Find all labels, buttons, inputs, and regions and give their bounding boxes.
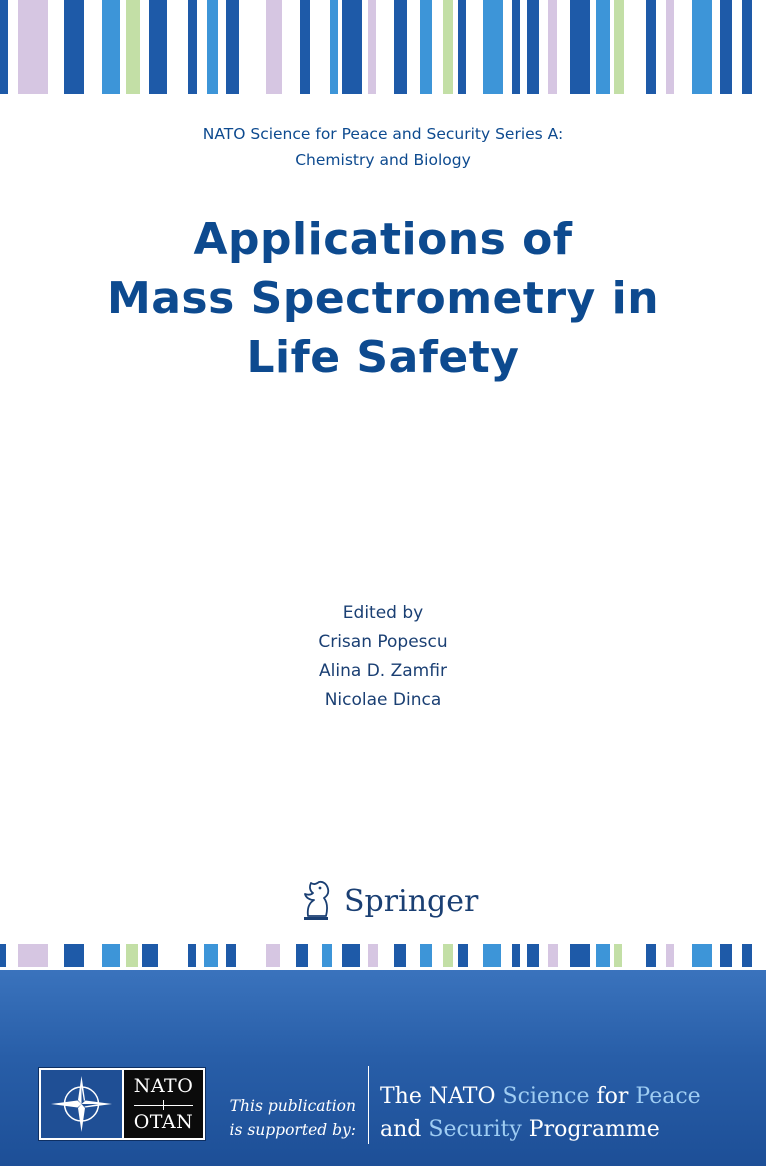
stripe xyxy=(548,944,558,967)
footer-band xyxy=(0,970,766,1166)
title-line-3: Life Safety xyxy=(246,332,520,383)
stripe xyxy=(596,944,610,967)
stripe xyxy=(614,0,624,94)
title-line-1: Applications of xyxy=(193,214,573,265)
stripe xyxy=(207,0,218,94)
stripe xyxy=(266,944,280,967)
title-line-2: Mass Spectrometry in xyxy=(106,273,660,324)
stripe xyxy=(548,0,557,94)
series-line-2: Chemistry and Biology xyxy=(295,151,471,169)
stripe xyxy=(483,0,503,94)
stripe xyxy=(368,0,376,94)
stripe xyxy=(720,944,732,967)
edited-by-label: Edited by xyxy=(342,603,424,623)
programme-science: Science xyxy=(502,1084,590,1109)
stripe xyxy=(226,944,236,967)
stripe xyxy=(342,0,362,94)
programme-name xyxy=(380,1080,760,1146)
programme-programme: Programme xyxy=(528,1117,660,1142)
stripe xyxy=(570,944,590,967)
bottom-stripe-band xyxy=(0,944,766,967)
stripe xyxy=(527,0,539,94)
stripe xyxy=(420,0,432,94)
stripe xyxy=(322,944,332,967)
stripe xyxy=(64,0,84,94)
stripe xyxy=(742,0,752,94)
stripe xyxy=(188,944,196,967)
stripe xyxy=(692,944,712,967)
stripe xyxy=(0,944,6,967)
programme-line-1 xyxy=(380,1080,760,1113)
editor-name: Crisan Popescu xyxy=(318,632,448,652)
stripe xyxy=(188,0,197,94)
stripe xyxy=(204,944,218,967)
otan-label: OTAN xyxy=(133,1111,194,1133)
stripe xyxy=(126,0,140,94)
nato-otan-logo xyxy=(38,1067,206,1141)
stripe xyxy=(394,944,406,967)
series-title xyxy=(0,121,766,173)
stripe xyxy=(0,0,8,94)
stripe xyxy=(342,944,360,967)
stripe xyxy=(18,944,48,967)
publisher-name: Springer xyxy=(344,883,479,919)
footer-divider xyxy=(368,1066,369,1144)
stripe xyxy=(458,0,466,94)
stripe xyxy=(296,944,308,967)
nato-text-box xyxy=(124,1070,203,1138)
support-line-2: is supported by: xyxy=(229,1121,356,1139)
programme-and: and xyxy=(380,1117,422,1142)
stripe xyxy=(420,944,432,967)
stripe xyxy=(666,0,674,94)
editor-name: Nicolae Dinca xyxy=(324,690,442,710)
editors-block xyxy=(0,599,766,715)
stripe xyxy=(512,944,520,967)
stripe xyxy=(692,0,712,94)
stripe xyxy=(64,944,84,967)
stripe xyxy=(102,944,120,967)
stripe xyxy=(512,0,520,94)
nato-label: NATO xyxy=(133,1075,194,1097)
series-line-1: NATO Science for Peace and Security Series A: xyxy=(202,125,564,143)
stripe xyxy=(570,0,590,94)
stripe xyxy=(596,0,610,94)
stripe xyxy=(266,0,282,94)
stripe xyxy=(443,0,453,94)
stripe xyxy=(300,0,310,94)
stripe xyxy=(527,944,539,967)
stripe xyxy=(483,944,501,967)
logo-divider xyxy=(134,1105,193,1106)
programme-line-2 xyxy=(380,1113,760,1146)
stripe xyxy=(102,0,120,94)
nato-compass-icon xyxy=(41,1070,122,1138)
stripe xyxy=(720,0,732,94)
support-text xyxy=(212,1094,356,1142)
stripe xyxy=(666,944,674,967)
stripe xyxy=(458,944,468,967)
stripe xyxy=(126,944,138,967)
springer-horse-icon xyxy=(296,878,336,924)
programme-security: Security xyxy=(428,1117,522,1142)
stripe xyxy=(742,944,752,967)
book-title xyxy=(0,210,766,387)
stripe xyxy=(443,944,453,967)
programme-the-nato: The NATO xyxy=(380,1084,496,1109)
stripe xyxy=(646,944,656,967)
publisher-logo xyxy=(296,876,478,926)
stripe xyxy=(646,0,656,94)
programme-for: for xyxy=(596,1084,629,1109)
stripe xyxy=(394,0,407,94)
stripe xyxy=(149,0,167,94)
editor-name: Alina D. Zamfir xyxy=(319,661,447,681)
programme-peace: Peace xyxy=(635,1084,701,1109)
stripe xyxy=(226,0,239,94)
stripe xyxy=(614,944,622,967)
top-stripe-band xyxy=(0,0,766,94)
stripe xyxy=(368,944,378,967)
stripe xyxy=(330,0,338,94)
stripe xyxy=(18,0,48,94)
stripe xyxy=(142,944,158,967)
support-line-1: This publication xyxy=(229,1097,356,1115)
